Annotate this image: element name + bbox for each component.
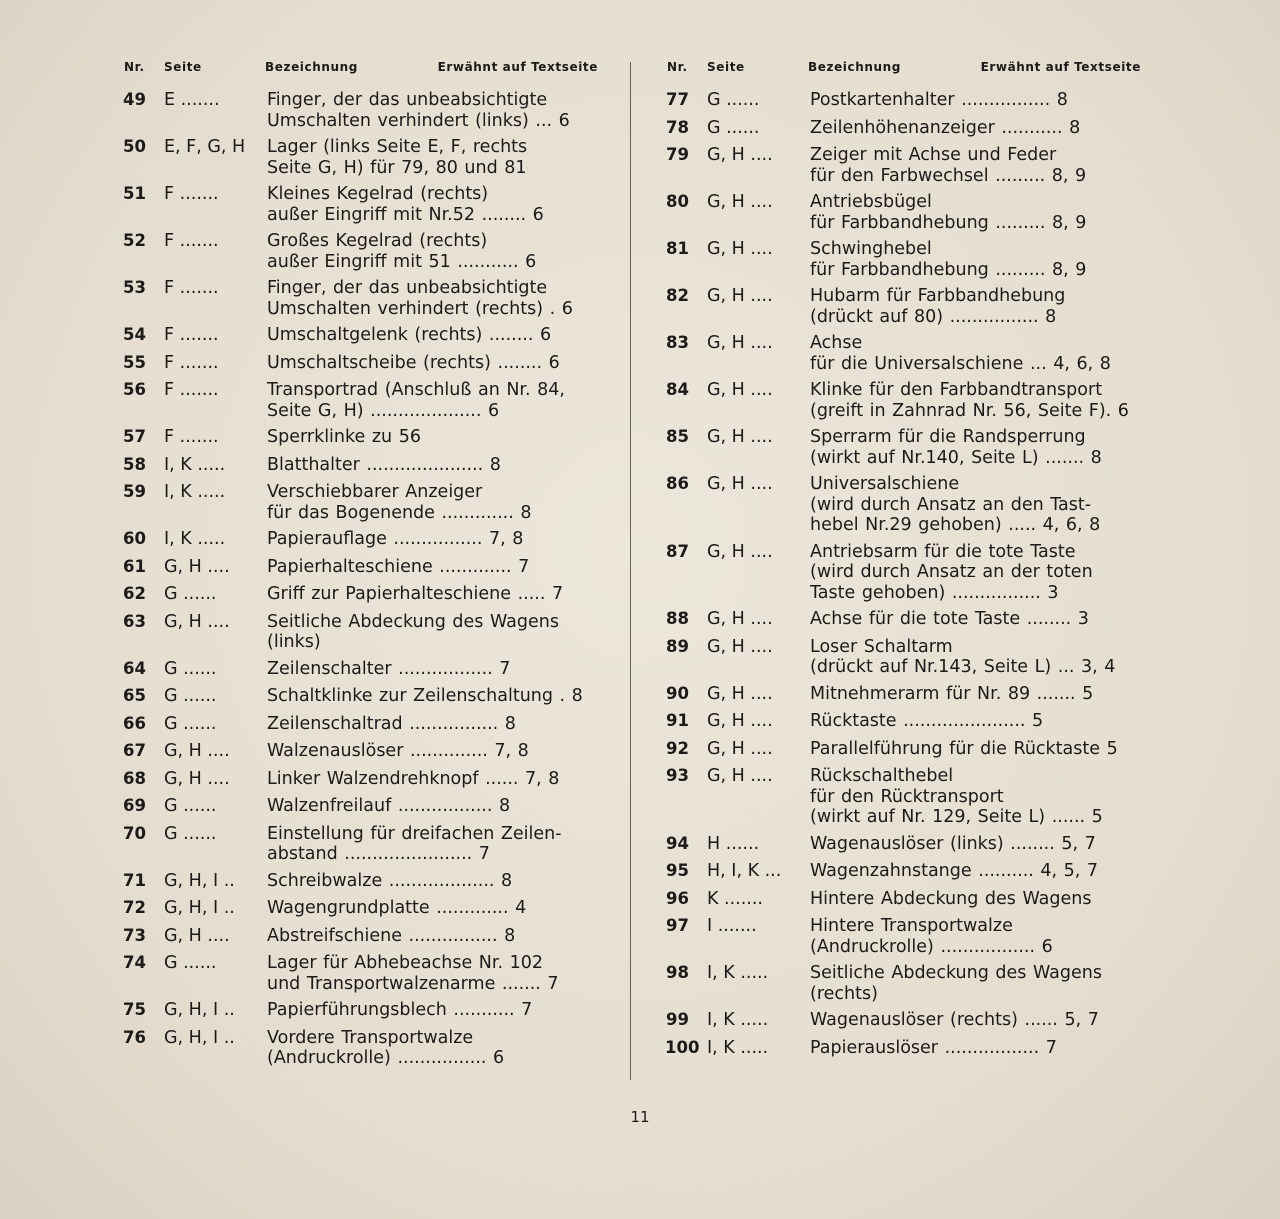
part-page-ref: F .......: [164, 325, 219, 345]
part-description: Großes Kegelrad (rechts) außer Eingriff mit 51 ........... 6: [267, 231, 537, 272]
part-description: Kleines Kegelrad (rechts) außer Eingriff mit Nr.52 ........ 6: [267, 184, 544, 225]
part-page-ref: G, H ....: [707, 474, 773, 494]
part-page-ref: I .......: [707, 916, 757, 936]
part-row: [122, 353, 602, 374]
part-number: 97: [666, 916, 689, 935]
part-page-ref: F .......: [164, 380, 219, 400]
part-description: Sperrklinke zu 56: [267, 427, 421, 447]
left-parts-list: [122, 90, 602, 1069]
part-number: 68: [123, 768, 146, 788]
part-page-ref: G ......: [164, 686, 217, 706]
part-description: Schreibwalze ................... 8: [267, 870, 513, 891]
part-row: [665, 239, 1145, 280]
part-description: Zeilenschaltrad ................ 8: [267, 713, 516, 734]
part-description: Finger, der das unbeabsichtigte Umschalten verhindert (links) ... 6: [267, 90, 570, 131]
part-number: 91: [666, 711, 689, 730]
part-row: [665, 916, 1145, 957]
part-description: Loser Schaltarm (drückt auf Nr.143, Seite L) ... 3, 4: [810, 636, 1116, 677]
part-row: [665, 711, 1145, 732]
part-description: Sperrarm für die Randsperrung (wirkt auf Nr.140, Seite L) ....... 8: [810, 427, 1102, 468]
part-description: Walzenauslöser .............. 7, 8: [267, 741, 529, 761]
part-number: 71: [123, 870, 146, 890]
part-page-ref: I, K .....: [164, 482, 226, 502]
part-page-ref: G, H ....: [707, 427, 773, 447]
part-row: [665, 1038, 1145, 1059]
part-page-ref: G, H ....: [707, 738, 773, 759]
part-number: 82: [666, 286, 689, 305]
column-divider: [630, 62, 631, 1080]
part-row: [122, 1028, 602, 1069]
part-number: 90: [666, 683, 689, 703]
part-page-ref: G, H ....: [707, 286, 773, 306]
part-number: 51: [123, 184, 146, 203]
part-number: 64: [123, 658, 146, 678]
part-number: 74: [123, 953, 146, 972]
part-row: [665, 834, 1145, 855]
part-description: Wagenzahnstange .......... 4, 5, 7: [810, 861, 1099, 881]
part-number: 77: [666, 90, 689, 109]
header-nr: Nr.: [124, 60, 145, 74]
part-page-ref: G ......: [164, 713, 217, 734]
part-description: Linker Walzendrehknopf ...... 7, 8: [267, 768, 560, 789]
part-row: [122, 325, 602, 346]
part-page-ref: G, H ....: [164, 768, 230, 789]
part-number: 86: [666, 474, 689, 493]
part-page-ref: I, K .....: [707, 963, 769, 983]
part-number: 66: [123, 713, 146, 733]
part-row: [122, 612, 602, 653]
part-page-ref: G, H ....: [164, 611, 230, 632]
header-bezeichnung: Bezeichnung: [808, 60, 901, 74]
part-page-ref: F .......: [164, 184, 219, 204]
part-description: Hintere Abdeckung des Wagens: [810, 888, 1092, 909]
part-description: Zeilenschalter ................. 7: [267, 658, 511, 679]
part-page-ref: G, H ....: [707, 541, 773, 562]
header-seite: Seite: [164, 60, 202, 74]
part-row: [665, 192, 1145, 233]
part-row: [122, 824, 602, 865]
part-number: 67: [123, 741, 146, 760]
part-description: Verschiebbarer Anzeiger für das Bogenende ............. 8: [267, 482, 532, 523]
part-row: [122, 455, 602, 476]
part-row: [122, 557, 602, 578]
part-row: [665, 380, 1145, 421]
part-number: 61: [123, 556, 146, 576]
part-description: Universalschiene (wird durch Ansatz an den Tast- hebel Nr.29 gehoben) ..... 4, 6, 8: [810, 474, 1101, 535]
part-description: Mitnehmerarm für Nr. 89 ....... 5: [810, 683, 1094, 704]
part-page-ref: G ......: [164, 584, 217, 604]
part-description: Hintere Transportwalze (Andruckrolle) ................. 6: [810, 916, 1053, 957]
part-page-ref: I, K .....: [164, 454, 226, 475]
part-description: Schaltklinke zur Zeilenschaltung . 8: [267, 686, 583, 706]
part-row: [122, 1000, 602, 1021]
part-row: [665, 739, 1145, 760]
part-number: 95: [666, 861, 689, 880]
part-number: 53: [123, 278, 146, 297]
part-page-ref: G, H ....: [707, 192, 773, 212]
part-row: [665, 333, 1145, 374]
part-page-ref: G, H ....: [707, 683, 773, 704]
part-description: Walzenfreilauf ................. 8: [267, 796, 511, 816]
part-description: Einstellung für dreifachen Zeilen- abstand ....................... 7: [267, 823, 562, 864]
part-number: 94: [666, 833, 689, 853]
part-description: Achse für die Universalschiene ... 4, 6, 8: [810, 333, 1111, 374]
header-seite: Seite: [707, 60, 745, 74]
part-page-ref: G, H ....: [707, 711, 773, 731]
part-number: 62: [123, 584, 146, 603]
part-page-ref: G, H, I ..: [164, 1000, 235, 1020]
part-page-ref: F .......: [164, 427, 219, 447]
part-row: [122, 427, 602, 448]
part-page-ref: G, H ....: [164, 925, 230, 946]
part-description: Antriebsarm für die tote Taste (wird durch Ansatz an der toten Taste gehoben) ................ 3: [810, 541, 1093, 603]
part-description: Antriebsbügel für Farbbandhebung ......... 8, 9: [810, 192, 1087, 233]
part-description: Seitliche Abdeckung des Wagens (rechts): [810, 963, 1102, 1004]
part-row: [122, 380, 602, 421]
part-description: Postkartenhalter ................ 8: [810, 90, 1068, 110]
part-row: [665, 474, 1145, 536]
part-number: 96: [666, 888, 689, 908]
part-row: [665, 684, 1145, 705]
part-row: [665, 889, 1145, 910]
part-number: 73: [123, 925, 146, 945]
part-row: [122, 584, 602, 605]
part-row: [665, 609, 1145, 630]
part-description: Klinke für den Farbbandtransport (greift in Zahnrad Nr. 56, Seite F). 6: [810, 380, 1129, 421]
part-row: [122, 871, 602, 892]
part-number: 100: [665, 1037, 700, 1057]
part-number: 84: [666, 380, 689, 399]
part-page-ref: H ......: [707, 833, 760, 854]
part-number: 50: [123, 137, 146, 156]
left-column-header: [122, 58, 602, 90]
part-description: Finger, der das unbeabsichtigte Umschalten verhindert (rechts) . 6: [267, 278, 573, 319]
part-row: [122, 898, 602, 919]
part-row: [122, 741, 602, 762]
part-description: Papierauslöser ................. 7: [810, 1037, 1057, 1058]
left-column: [122, 58, 602, 1075]
part-number: 99: [666, 1010, 689, 1029]
part-description: Papierführungsblech ........... 7: [267, 1000, 533, 1020]
part-page-ref: G, H, I ..: [164, 898, 235, 918]
part-number: 57: [123, 427, 146, 446]
part-page-ref: G ......: [707, 117, 760, 138]
page-number: 11: [630, 1108, 650, 1126]
part-description: Griff zur Papierhalteschiene ..... 7: [267, 584, 564, 604]
part-page-ref: H, I, K ...: [707, 861, 782, 881]
part-number: 79: [666, 145, 689, 164]
part-description: Vordere Transportwalze (Andruckrolle) ................ 6: [267, 1027, 505, 1068]
right-column: [665, 58, 1145, 1065]
part-row: [122, 231, 602, 272]
part-row: [122, 926, 602, 947]
part-page-ref: F .......: [164, 231, 219, 251]
part-number: 89: [666, 636, 689, 656]
part-number: 58: [123, 454, 146, 474]
part-row: [122, 184, 602, 225]
header-nr: Nr.: [667, 60, 688, 74]
part-number: 70: [123, 823, 146, 843]
part-description: Lager (links Seite E, F, rechts Seite G, H) für 79, 80 und 81: [267, 137, 528, 178]
part-number: 52: [123, 231, 146, 250]
part-page-ref: K .......: [707, 888, 763, 909]
part-page-ref: G, H ....: [707, 333, 773, 353]
part-row: [122, 796, 602, 817]
part-description: Transportrad (Anschluß an Nr. 84, Seite G, H) .................... 6: [267, 380, 565, 421]
part-page-ref: G, H ....: [164, 741, 230, 761]
part-row: [665, 542, 1145, 604]
part-description: Parallelführung für die Rücktaste 5: [810, 738, 1118, 759]
part-number: 65: [123, 686, 146, 705]
part-row: [665, 286, 1145, 327]
part-number: 87: [666, 541, 689, 561]
part-number: 93: [666, 766, 689, 785]
part-row: [122, 714, 602, 735]
part-row: [122, 686, 602, 707]
part-page-ref: G, H ....: [707, 766, 773, 786]
part-number: 81: [666, 239, 689, 258]
part-number: 78: [666, 117, 689, 137]
part-row: [122, 659, 602, 680]
part-number: 83: [666, 333, 689, 352]
part-description: Rückschalthebel für den Rücktransport (wirkt auf Nr. 129, Seite L) ...... 5: [810, 766, 1103, 827]
part-row: [665, 1010, 1145, 1031]
part-description: Achse für die tote Taste ........ 3: [810, 609, 1089, 629]
part-page-ref: G, H ....: [707, 380, 773, 400]
part-description: Umschaltgelenk (rechts) ........ 6: [267, 325, 552, 345]
part-number: 63: [123, 611, 146, 631]
part-row: [665, 766, 1145, 828]
part-row: [122, 482, 602, 523]
part-number: 60: [123, 529, 146, 548]
part-number: 72: [123, 898, 146, 917]
part-page-ref: E, F, G, H: [164, 137, 246, 157]
part-row: [665, 90, 1145, 111]
part-number: 92: [666, 738, 689, 758]
part-page-ref: G, H, I ..: [164, 870, 235, 891]
part-row: [665, 145, 1145, 186]
part-page-ref: I, K .....: [707, 1010, 769, 1030]
part-page-ref: G, H ....: [707, 145, 773, 165]
part-description: Schwinghebel für Farbbandhebung ......... 8, 9: [810, 239, 1087, 280]
part-page-ref: G, H ....: [707, 239, 773, 259]
part-page-ref: F .......: [164, 352, 219, 373]
part-page-ref: G, H ....: [707, 636, 773, 657]
part-description: Blatthalter ..................... 8: [267, 454, 501, 475]
part-description: Hubarm für Farbbandhebung (drückt auf 80) ................ 8: [810, 286, 1066, 327]
part-page-ref: G ......: [164, 953, 217, 973]
part-description: Wagengrundplatte ............. 4: [267, 898, 527, 918]
part-row: [665, 427, 1145, 468]
part-page-ref: F .......: [164, 278, 219, 298]
part-page-ref: I, K .....: [164, 529, 226, 549]
part-description: Wagenauslöser (links) ........ 5, 7: [810, 833, 1096, 854]
part-number: 80: [666, 192, 689, 211]
part-row: [122, 278, 602, 319]
part-number: 75: [123, 1000, 146, 1019]
part-number: 76: [123, 1027, 146, 1047]
part-row: [665, 118, 1145, 139]
part-page-ref: G ......: [707, 90, 760, 110]
header-bezeichnung: Bezeichnung: [265, 60, 358, 74]
part-row: [665, 963, 1145, 1004]
part-description: Rücktaste ...................... 5: [810, 711, 1044, 731]
part-page-ref: G ......: [164, 823, 217, 844]
part-row: [122, 137, 602, 178]
part-description: Abstreifschiene ................ 8: [267, 925, 516, 946]
part-row: [665, 637, 1145, 678]
part-number: 85: [666, 427, 689, 446]
part-description: Lager für Abhebeachse Nr. 102 und Transportwalzenarme ....... 7: [267, 953, 559, 994]
part-row: [665, 861, 1145, 882]
part-page-ref: E .......: [164, 90, 220, 110]
part-row: [122, 953, 602, 994]
part-page-ref: G, H, I ..: [164, 1027, 235, 1048]
part-number: 88: [666, 609, 689, 628]
part-page-ref: G ......: [164, 658, 217, 679]
part-description: Papierauflage ................ 7, 8: [267, 529, 524, 549]
part-number: 54: [123, 325, 146, 344]
part-description: Zeiger mit Achse und Feder für den Farbwechsel ......... 8, 9: [810, 145, 1087, 186]
part-description: Umschaltscheibe (rechts) ........ 6: [267, 352, 560, 373]
part-row: [122, 90, 602, 131]
part-number: 56: [123, 380, 146, 399]
part-description: Wagenauslöser (rechts) ...... 5, 7: [810, 1010, 1099, 1030]
part-page-ref: G, H ....: [164, 556, 230, 577]
part-number: 49: [123, 90, 146, 109]
part-page-ref: G ......: [164, 796, 217, 816]
part-page-ref: I, K .....: [707, 1037, 769, 1058]
part-row: [122, 769, 602, 790]
part-number: 55: [123, 352, 146, 372]
part-description: Papierhalteschiene ............. 7: [267, 556, 530, 577]
header-erwaehnt: Erwähnt auf Textseite: [437, 60, 598, 74]
part-row: [122, 529, 602, 550]
part-number: 59: [123, 482, 146, 501]
header-erwaehnt: Erwähnt auf Textseite: [980, 60, 1141, 74]
right-column-header: [665, 58, 1145, 90]
part-number: 69: [123, 796, 146, 815]
part-description: Zeilenhöhenanzeiger ........... 8: [810, 117, 1081, 138]
part-number: 98: [666, 963, 689, 982]
part-description: Seitliche Abdeckung des Wagens (links): [267, 611, 559, 652]
right-parts-list: [665, 90, 1145, 1058]
part-page-ref: G, H ....: [707, 609, 773, 629]
